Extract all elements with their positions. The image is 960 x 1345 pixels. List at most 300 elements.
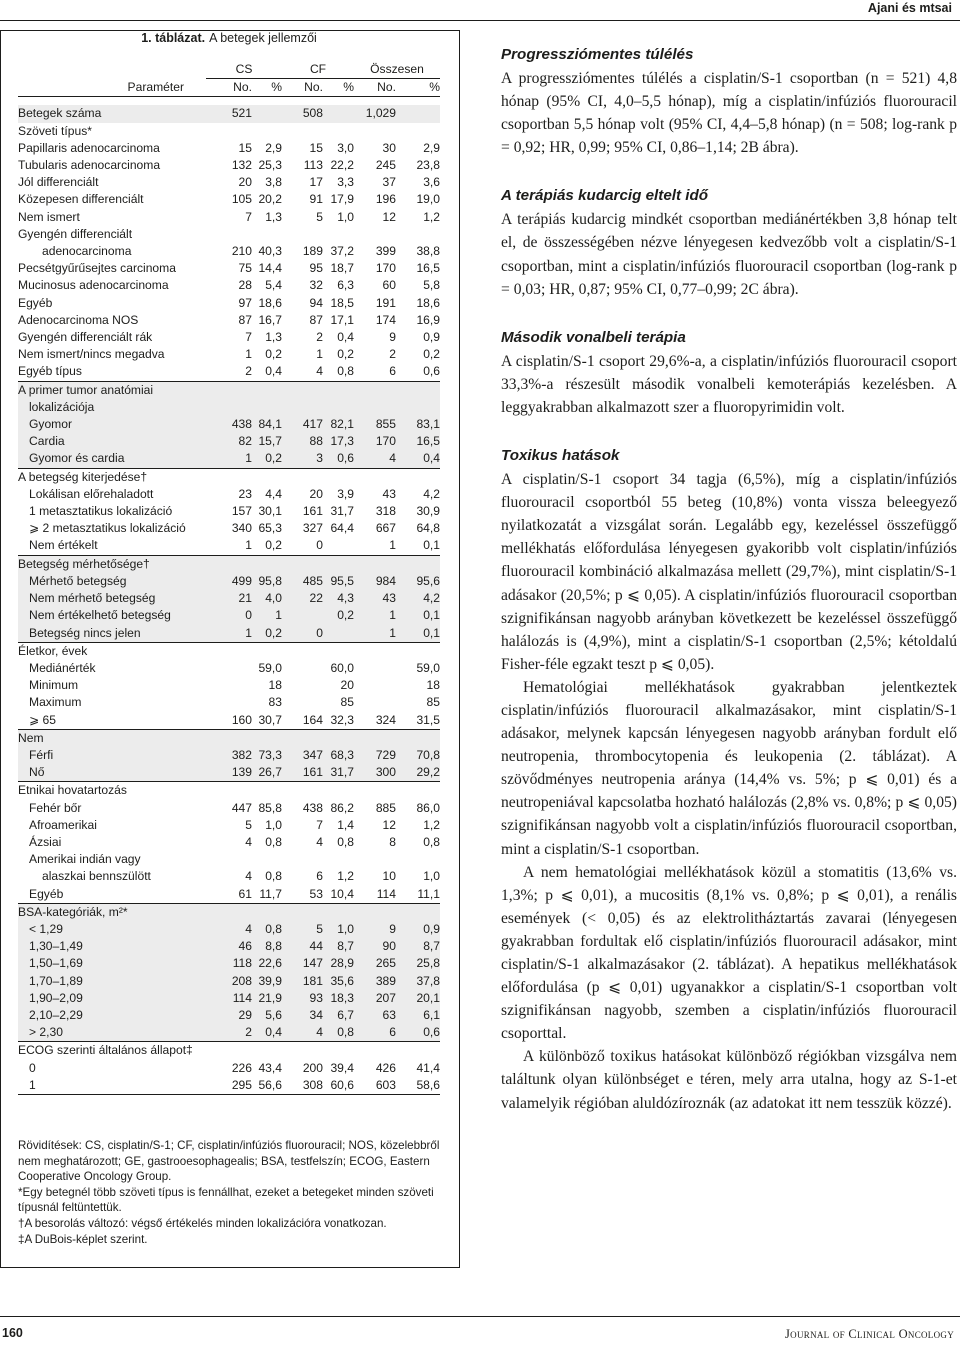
- cell-value: 18,3: [323, 990, 354, 1007]
- paragraph: Hematológiai mellékhatások gyakrabban jelentkeztek cisplatin/infúziós fluorouracil alkalmazásakor, mint cisplatin/S-1 adásakor, melynek kapcsán lényegesen nagyobb arányban fordult elő neutropenia, thrombocytopenia és leukopenia (2. táblázat). A szövődményes neutropenia aránya (14,4% vs. 5%; p ⩽ 0,01) és a neutropeniával kapcsolatba hozható halálozás (2,8% vs. 0,8%; p ⩽ 0,05) szignifikánsan nagyobb volt a cisplatin/infúziós fluorouracil csoportban, mint a cisplatin/S-1 csoportban.: [501, 678, 957, 858]
- cell-value: 22,6: [252, 955, 282, 972]
- cell-value: 31,7: [323, 764, 354, 782]
- cell-value: 11,7: [259, 886, 282, 901]
- row-label: Egyéb: [18, 295, 53, 310]
- row-label: Nem ismert: [18, 209, 80, 224]
- cell-value: 2: [245, 364, 252, 379]
- cell-value: [252, 123, 282, 140]
- cell-value: 59,0: [416, 660, 440, 675]
- cell-value: 189: [302, 244, 323, 259]
- cell-value: 83: [268, 695, 282, 710]
- cell-value: 18: [426, 678, 440, 693]
- cell-value: 70,8: [396, 747, 440, 764]
- cell-value: 0,8: [265, 869, 282, 884]
- cell-value: 60: [382, 278, 396, 293]
- row-label: Gyengén differenciált: [18, 226, 133, 241]
- paragraph: A terápiás kudarcig mindkét csoportban mediánértékben 3,8 hónap telt el, de összességében nézve lényegesen kedvezőbb volt a cisplatin/S-1 csoportban, mint a cisplatin/infúziós fluorouracil csoportban (log-rank p = 0,03; HR, 0,87; 95% CI, 0,77–0,99; 2C ábra).: [501, 211, 957, 298]
- cell-value: 196: [375, 192, 396, 207]
- paragraph: A cisplatin/S-1 csoport 29,6%-a, a cisplatin/infúziós fluorouracil csoport 33,3%-a részesült második vonalbeli kemoterápiás kezelésben. A leggyakrabban alkalmazott szer a fluoropyrimidin volt.: [501, 352, 957, 416]
- table-row: [18, 712, 440, 730]
- row-label: ECOG szerinti általános állapot‡: [18, 1042, 206, 1060]
- row-label: lokalizációja: [18, 399, 206, 416]
- row-label: > 2,30: [18, 1024, 206, 1042]
- cell-value: 389: [354, 973, 396, 990]
- cell-value: 40,3: [258, 244, 282, 259]
- cell-value: 521: [206, 105, 252, 122]
- row-label: Lokálisan előrehaladott: [29, 486, 154, 501]
- cell-value: 85: [426, 695, 440, 710]
- sub-header-no: No.: [282, 79, 323, 97]
- cell-value: 161: [282, 764, 323, 782]
- cell-value: 207: [354, 990, 396, 1007]
- cell-value: 200: [302, 1060, 323, 1075]
- cell-value: 0,9: [396, 921, 440, 938]
- row-label: 0: [29, 1060, 36, 1075]
- cell-value: 38,8: [416, 244, 440, 259]
- table-row: [18, 990, 440, 1007]
- cell-value: 318: [375, 504, 396, 519]
- cell-value: 12: [382, 209, 396, 224]
- cell-value: [206, 851, 252, 868]
- cell-value: 82: [206, 433, 252, 450]
- table-row: [18, 694, 440, 711]
- row-label: Nem mérhető betegség: [18, 590, 206, 607]
- cell-value: 855: [354, 416, 396, 433]
- cell-value: 139: [206, 764, 252, 782]
- row-label: A primer tumor anatómiai: [18, 381, 206, 399]
- cell-value: [354, 226, 396, 243]
- cell-value: [282, 729, 323, 747]
- cell-value: 0,8: [337, 834, 354, 849]
- row-label: Betegség nincs jelen: [18, 625, 206, 643]
- row-label: Adenocarcinoma NOS: [18, 312, 139, 327]
- cell-value: 0: [282, 625, 323, 643]
- cell-value: 118: [206, 955, 252, 972]
- row-label: 1,90–2,09: [18, 990, 206, 1007]
- row-label: Gyengén differenciált rák: [18, 330, 153, 345]
- cell-value: [252, 782, 282, 800]
- cell-value: [282, 903, 323, 921]
- cell-value: 28,9: [323, 955, 354, 972]
- cell-value: [354, 677, 396, 694]
- footnote-histology: *Egy betegnél több szöveti típus is fennállhat, ezeket a betegeket minden szöveti típusnál feltüntettük.: [18, 1185, 434, 1215]
- cell-value: 25,3: [258, 158, 282, 173]
- cell-value: [206, 660, 252, 677]
- table-row: [18, 1024, 440, 1042]
- cell-value: [206, 468, 252, 486]
- table-row: [18, 191, 440, 208]
- section-heading-pfs: Progressziómentes túlélés: [501, 46, 694, 63]
- cell-value: 4: [245, 869, 252, 884]
- row-label: Szöveti típus*: [18, 123, 92, 138]
- cell-value: [282, 226, 323, 243]
- cell-value: [252, 903, 282, 921]
- cell-value: [323, 105, 354, 122]
- cell-value: [323, 123, 354, 140]
- cell-value: [323, 642, 354, 660]
- cell-value: 95: [309, 261, 323, 276]
- cell-value: 32: [309, 278, 323, 293]
- table-row: [18, 226, 440, 243]
- cell-value: [206, 903, 252, 921]
- row-label: Afroamerikai: [29, 817, 97, 832]
- paragraph: A progressziómentes túlélés a cisplatin/S-1 csoportban (n = 521) 4,8 hónap (95% CI, 4,0–5,5 hónap), míg a cisplatin/infúziós fluorouracil csoportban 5,5 hónap volt (95% CI, 4,4–5,8 hónap) (n = 508; log-rank p = 0,92; HR, 0,99; 95% CI, 0,86–1,14; 2B ábra).: [501, 70, 957, 157]
- cell-value: 39,4: [330, 1060, 354, 1075]
- table-row: [18, 486, 440, 503]
- row-label: Nem: [18, 729, 206, 747]
- cell-value: 0,8: [265, 834, 282, 849]
- cell-value: 2: [389, 347, 396, 362]
- cell-value: [282, 468, 323, 486]
- cell-value: 1,0: [323, 921, 354, 938]
- cell-value: 16,5: [396, 433, 440, 450]
- row-label: < 1,29: [18, 921, 206, 938]
- cell-value: [252, 851, 282, 868]
- table-row: [18, 903, 440, 921]
- table-row: [18, 260, 440, 277]
- row-label: adenocarcinoma: [42, 244, 132, 259]
- cell-value: 35,6: [323, 973, 354, 990]
- cell-value: 245: [375, 158, 396, 173]
- row-label: Maximum: [29, 695, 82, 710]
- cell-value: 14,4: [258, 261, 282, 276]
- cell-value: 85: [340, 695, 354, 710]
- cell-value: 86,0: [416, 800, 440, 815]
- cell-value: 0,8: [252, 921, 282, 938]
- cell-value: 157: [231, 504, 252, 519]
- cell-value: 2,9: [423, 140, 440, 155]
- cell-value: 85,8: [258, 800, 282, 815]
- section-second-line: [501, 327, 957, 419]
- cell-value: [396, 468, 440, 486]
- footnote-abbreviations: Rövidítések: CS, cisplatin/S-1; CF, cisplatin/infúziós fluorouracil; NOS, közelebbről nem meghatározott; GE, gastrooesophagealis; BSA, testfelszín; ECOG, Eastern Cooperative Oncology Group.: [18, 1139, 440, 1184]
- cell-value: 4: [354, 450, 396, 468]
- section-heading-ttf: A terápiás kudarcig eltelt idő: [501, 187, 709, 205]
- table-row: [18, 416, 440, 433]
- cell-value: 21: [206, 590, 252, 607]
- cell-value: 43,4: [258, 1060, 282, 1075]
- page-number: 160: [2, 1326, 23, 1340]
- cell-value: 20: [309, 486, 323, 501]
- cell-value: 1,2: [423, 817, 440, 832]
- cell-value: [282, 1042, 323, 1060]
- cell-value: [282, 851, 323, 868]
- table-row: [18, 660, 440, 677]
- cell-value: 4: [206, 921, 252, 938]
- cell-value: [206, 677, 252, 694]
- cell-value: 3,0: [337, 140, 354, 155]
- table-row: [18, 729, 440, 747]
- cell-value: 29,2: [396, 764, 440, 782]
- cell-value: 0,9: [423, 330, 440, 345]
- cell-value: 97: [238, 295, 252, 310]
- row-label: Mucinosus adenocarcinoma: [18, 278, 169, 293]
- cell-value: [396, 226, 440, 243]
- cell-value: 60,6: [323, 1077, 354, 1095]
- cell-value: [206, 381, 252, 399]
- row-label: Életkor, évek: [18, 642, 206, 660]
- cell-value: 0,1: [396, 607, 440, 624]
- cell-value: 4,2: [396, 590, 440, 607]
- cell-value: 0,2: [337, 347, 354, 362]
- row-label: Jól differenciált: [18, 175, 99, 190]
- table-row: [18, 105, 440, 122]
- cell-value: 161: [302, 504, 323, 519]
- row-label: Nem értékelt: [29, 538, 98, 553]
- row-label: Mérhető betegség: [18, 573, 206, 590]
- cell-value: 16,5: [416, 261, 440, 276]
- cell-value: 64,4: [330, 521, 354, 536]
- table-row: [18, 955, 440, 972]
- cell-value: [396, 381, 440, 399]
- cell-value: [354, 851, 396, 868]
- cell-value: [396, 642, 440, 660]
- row-label: Nem értékelhető betegség: [18, 607, 206, 624]
- cell-value: 86,2: [330, 800, 354, 815]
- cell-value: [354, 642, 396, 660]
- table-row: [18, 1042, 440, 1060]
- cell-value: 174: [375, 312, 396, 327]
- cell-value: [206, 123, 252, 140]
- cell-value: 4,4: [265, 486, 282, 501]
- cell-value: [323, 399, 354, 416]
- cell-value: 399: [375, 244, 396, 259]
- cell-value: 6: [354, 1024, 396, 1042]
- cell-value: 4: [316, 834, 323, 849]
- cell-value: 2: [316, 330, 323, 345]
- row-label: Nem ismert/nincs megadva: [18, 347, 165, 362]
- cell-value: 17,9: [330, 192, 354, 207]
- cell-value: [282, 677, 323, 694]
- cell-value: [206, 642, 252, 660]
- section-heading-toxicity: Toxikus hatások: [501, 447, 620, 465]
- cell-value: 12: [382, 817, 396, 832]
- cell-value: 1: [354, 625, 396, 643]
- cell-value: 53: [309, 886, 323, 901]
- cell-value: 8,7: [323, 938, 354, 955]
- cell-value: 6: [389, 364, 396, 379]
- cell-value: [206, 694, 252, 711]
- cell-value: [354, 694, 396, 711]
- cell-value: [206, 729, 252, 747]
- table-row: [18, 747, 440, 764]
- cell-value: [354, 381, 396, 399]
- cell-value: 65,3: [258, 521, 282, 536]
- table-row: [18, 868, 440, 885]
- row-label: Egyéb: [29, 886, 64, 901]
- cell-value: 17,3: [323, 433, 354, 450]
- cell-value: [252, 226, 282, 243]
- row-label: 1,70–1,89: [18, 973, 206, 990]
- cell-value: 30,9: [416, 504, 440, 519]
- cell-value: [323, 226, 354, 243]
- cell-value: 15: [238, 140, 252, 155]
- cell-value: 426: [375, 1060, 396, 1075]
- cell-value: 0,6: [423, 364, 440, 379]
- cell-value: 160: [231, 712, 252, 727]
- cell-value: 90: [354, 938, 396, 955]
- table-footnotes: [18, 1138, 444, 1247]
- table-row: [18, 625, 440, 643]
- sub-header-no: No.: [354, 79, 396, 97]
- cell-value: 0,6: [396, 1024, 440, 1042]
- table-row: [18, 555, 440, 573]
- cell-value: 438: [302, 800, 323, 815]
- cell-value: [396, 1042, 440, 1060]
- cell-value: [354, 1042, 396, 1060]
- cell-value: 4,0: [252, 590, 282, 607]
- cell-value: 43: [354, 590, 396, 607]
- cell-value: [252, 1042, 282, 1060]
- table-row: [18, 399, 440, 416]
- cell-value: 499: [206, 573, 252, 590]
- table-row: [18, 329, 440, 346]
- section-pfs: [501, 44, 957, 159]
- table-row: [18, 312, 440, 329]
- cell-value: 1,4: [337, 817, 354, 832]
- cell-value: 30,7: [258, 712, 282, 727]
- cell-value: 147: [282, 955, 323, 972]
- table-row: [18, 123, 440, 140]
- cell-value: 37: [382, 175, 396, 190]
- cell-value: 73,3: [252, 747, 282, 764]
- cell-value: [396, 105, 440, 122]
- cell-value: 18,6: [416, 295, 440, 310]
- cell-value: 0,1: [396, 625, 440, 643]
- cell-value: 1: [252, 607, 282, 624]
- cell-value: 5,8: [423, 278, 440, 293]
- cell-value: 46: [206, 938, 252, 955]
- cell-value: 0,2: [323, 607, 354, 624]
- cell-value: 5,4: [265, 278, 282, 293]
- table-row: [18, 938, 440, 955]
- cell-value: 75: [238, 261, 252, 276]
- cell-value: 1: [206, 625, 252, 643]
- table-row: [18, 921, 440, 938]
- cell-value: 0,8: [323, 1024, 354, 1042]
- row-label: A betegség kiterjedése†: [18, 468, 206, 486]
- journal-name: Journal of Clinical Oncology: [785, 1327, 954, 1341]
- table-row: [18, 677, 440, 694]
- cell-value: 114: [376, 886, 396, 901]
- cell-value: 58,6: [396, 1077, 440, 1095]
- cell-value: 0,6: [323, 450, 354, 468]
- cell-value: 984: [354, 573, 396, 590]
- param-header: Paraméter: [18, 79, 206, 97]
- table-row: [18, 973, 440, 990]
- cell-value: [282, 123, 323, 140]
- row-label: Ázsiai: [29, 834, 62, 849]
- cell-value: 300: [354, 764, 396, 782]
- cell-value: 885: [375, 800, 396, 815]
- cell-value: 23,8: [416, 158, 440, 173]
- cell-value: 87: [238, 312, 252, 327]
- header-rule: [0, 20, 960, 21]
- cell-value: 0,4: [265, 364, 282, 379]
- cell-value: 5: [245, 817, 252, 832]
- cell-value: 5,6: [252, 1007, 282, 1024]
- cell-value: 4,3: [323, 590, 354, 607]
- cell-value: 0,2: [265, 347, 282, 362]
- section-heading-second-line: Második vonalbeli terápia: [501, 328, 686, 346]
- cell-value: 1,3: [265, 330, 282, 345]
- cell-value: 15: [309, 140, 323, 155]
- table-row: [18, 450, 440, 468]
- cell-value: [354, 782, 396, 800]
- cell-value: 10: [382, 869, 396, 884]
- row-label: Papillaris adenocarcinoma: [18, 140, 160, 155]
- cell-value: [282, 399, 323, 416]
- cell-value: [252, 468, 282, 486]
- table-row: [18, 607, 440, 624]
- table-row: [18, 782, 440, 800]
- table-row: [18, 295, 440, 312]
- table-caption: [0, 31, 458, 45]
- footnote-extent: †A besorolás változó: végső értékelés minden lokalizációra vonatkozan.: [18, 1216, 387, 1230]
- cell-value: 20: [340, 678, 354, 693]
- cell-value: 20,1: [396, 990, 440, 1007]
- row-label: alaszkai bennszülött: [42, 869, 151, 884]
- cell-value: [354, 123, 396, 140]
- row-label: Cardia: [18, 433, 206, 450]
- table-row: [18, 851, 440, 868]
- cell-value: [354, 660, 396, 677]
- cell-value: 31,7: [330, 504, 354, 519]
- row-label: BSA-kategóriák, m²*: [18, 903, 206, 921]
- row-label: Közepesen differenciált: [18, 192, 144, 207]
- cell-value: 164: [302, 712, 323, 727]
- cell-value: [206, 1042, 252, 1060]
- cell-value: 68,3: [323, 747, 354, 764]
- table-group-header-row: [18, 61, 440, 79]
- cell-value: 0,2: [252, 450, 282, 468]
- cell-value: 226: [231, 1060, 252, 1075]
- cell-value: 0,4: [396, 450, 440, 468]
- cell-value: [252, 399, 282, 416]
- cell-value: 113: [303, 158, 323, 173]
- cell-value: 4: [245, 834, 252, 849]
- row-label: Egyéb típus: [18, 364, 82, 379]
- group-header-total: Összesen: [354, 61, 440, 79]
- cell-value: [282, 660, 323, 677]
- table-row: [18, 503, 440, 520]
- cell-value: [282, 555, 323, 573]
- row-label: Férfi: [18, 747, 206, 764]
- table-body: [18, 105, 440, 1094]
- table-row: [18, 346, 440, 363]
- cell-value: [323, 555, 354, 573]
- section-ttf: [501, 185, 957, 300]
- cell-value: 31,5: [416, 712, 440, 727]
- row-label: 1,50–1,69: [18, 955, 206, 972]
- cell-value: [323, 625, 354, 643]
- row-label: 1 metasztatikus lokalizáció: [29, 504, 173, 519]
- cell-value: 1,2: [337, 869, 354, 884]
- cell-value: 18,5: [330, 295, 354, 310]
- cell-value: [282, 782, 323, 800]
- cell-value: 95,6: [396, 573, 440, 590]
- cell-value: 22: [282, 590, 323, 607]
- cell-value: [206, 399, 252, 416]
- cell-value: 16,9: [416, 312, 440, 327]
- cell-value: 208: [206, 973, 252, 990]
- cell-value: [252, 642, 282, 660]
- cell-value: [396, 729, 440, 747]
- cell-value: 9: [354, 921, 396, 938]
- sub-header-no: No.: [206, 79, 252, 97]
- cell-value: 191: [375, 295, 396, 310]
- cell-value: 667: [375, 521, 396, 536]
